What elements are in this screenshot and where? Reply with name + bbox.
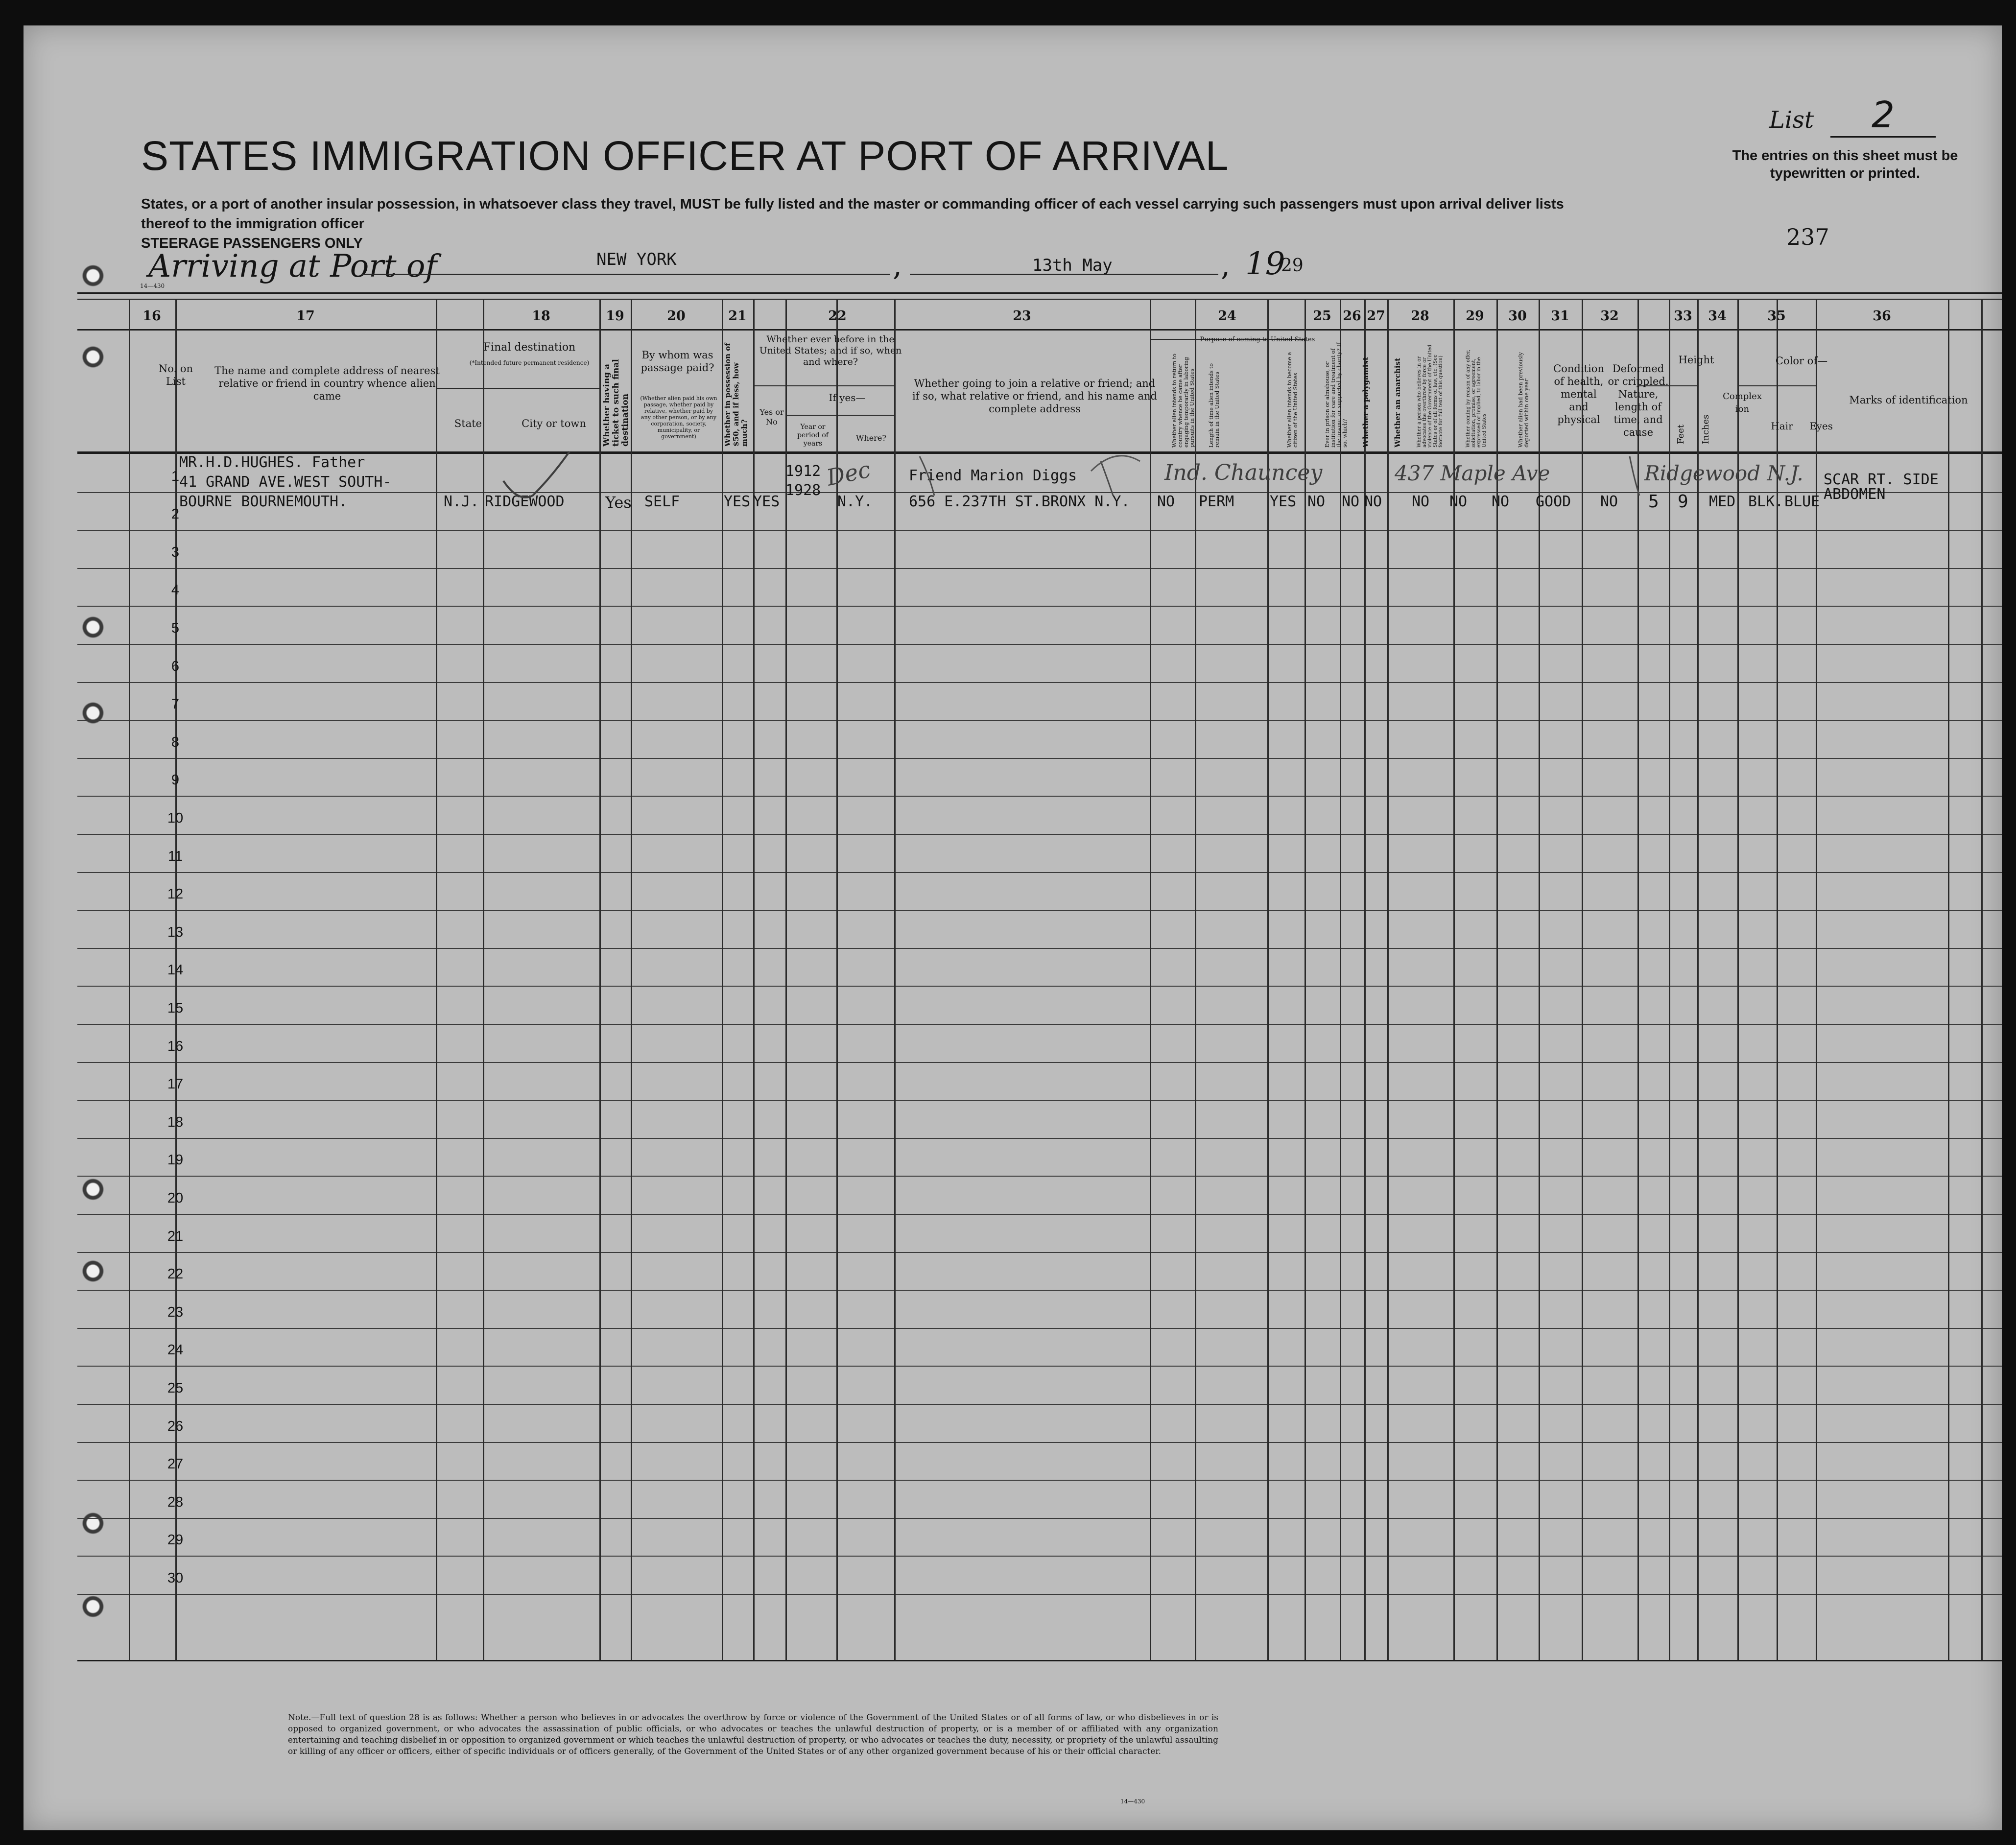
- form-number: 14—430: [1120, 1798, 1145, 1805]
- header-fifty-dollars: Whether in possession of $50, and if less, how much?: [723, 343, 749, 447]
- relative-line: MR.H.D.HUGHES. Father: [179, 454, 365, 471]
- header-feet: Feet: [1676, 424, 1686, 444]
- header-anarchist: Whether an anarchist: [1393, 357, 1402, 448]
- column-number: 23: [1013, 308, 1031, 324]
- state-value: N.J.: [444, 493, 479, 510]
- row-number: 15: [167, 1000, 184, 1016]
- row-rule: [77, 1290, 2002, 1291]
- header-complexion: Complexion: [1723, 391, 1762, 414]
- port-value: NEW YORK: [596, 250, 677, 269]
- row-number: 2: [171, 506, 180, 522]
- row-rule: [77, 834, 2002, 835]
- row-number: 26: [167, 1419, 184, 1434]
- header-if-yes: If yes—: [829, 392, 866, 403]
- row-number: 16: [167, 1039, 184, 1054]
- header-deported: Whether alien had been previously deported within one year: [1518, 352, 1530, 448]
- row-rule: [77, 1176, 2002, 1177]
- header-hair: Hair: [1771, 420, 1793, 432]
- column-number: 33: [1674, 308, 1692, 324]
- form-number: 14—430: [140, 283, 165, 289]
- feet-value: 5: [1648, 492, 1659, 512]
- where-value: N.Y.: [837, 493, 873, 510]
- row-rule: [77, 910, 2002, 911]
- binding-hole: [77, 1175, 106, 1204]
- header-labor-offer: Whether coming by reason of any offer, solicitation, promise, or agreement, expressed or implied, to labor in the United States: [1466, 350, 1487, 448]
- row-rule: [77, 1138, 2002, 1139]
- column-number: 22: [828, 308, 847, 324]
- row-rule: [77, 1556, 2002, 1557]
- row-number: 4: [171, 582, 180, 598]
- row-number: 12: [167, 886, 184, 902]
- page-title: STATES IMMIGRATION OFFICER AT PORT OF ARRIVAL: [141, 133, 1229, 179]
- hair-value: BLK.: [1748, 493, 1784, 510]
- prison-value: NO: [1307, 493, 1326, 510]
- arriving-label: Arriving at Port of: [148, 248, 437, 284]
- length-value: PERM: [1199, 493, 1234, 510]
- header-return-intent: Whether alien intends to return to country whence he came after engaging temporarily in laboring pursuits in the United States: [1171, 354, 1195, 448]
- header-state: State: [454, 418, 482, 429]
- column-number: 27: [1367, 308, 1385, 324]
- header-passage-paid: By whom was passage paid?: [640, 349, 714, 374]
- row-number: 17: [167, 1076, 184, 1092]
- row-number: 5: [171, 620, 180, 636]
- header-purpose: Purpose of coming to United States: [1200, 336, 1315, 343]
- list-label: List: [1769, 106, 1814, 134]
- overthrow-value: NO: [1412, 493, 1430, 510]
- header-inches: Inches: [1701, 414, 1711, 444]
- marks-line: ABDOMEN: [1824, 486, 1886, 503]
- row-number: 6: [171, 659, 180, 674]
- header-relative: The name and complete address of nearest relative or friend in country whence alien came: [214, 365, 440, 402]
- relative-line: 41 GRAND AVE.WEST SOUTH-: [179, 473, 392, 491]
- row-rule: [77, 796, 2002, 797]
- fifty-value: YES: [724, 493, 751, 510]
- header-ticket: Whether having a ticket to such final destination: [602, 359, 630, 447]
- row-rule: [77, 1214, 2002, 1215]
- manifest-sheet: [24, 25, 2002, 1830]
- header-height: Height: [1678, 354, 1714, 366]
- row-rule: [77, 606, 2002, 607]
- header-overthrow: Whether a person who believes in or advocates the overthrow by force or violence of the Government of the United States or of all forms of law, etc. (See footnote for full text of this question): [1417, 344, 1444, 448]
- column-number: 19: [606, 308, 624, 324]
- column-number: 24: [1218, 308, 1236, 324]
- pen-stroke: [1101, 461, 1113, 496]
- row-rule: [77, 1100, 2002, 1101]
- binding-hole: [77, 1509, 106, 1538]
- offer-value: NO: [1449, 493, 1468, 510]
- return-value: NO: [1157, 493, 1175, 510]
- row-rule: [77, 1442, 2002, 1443]
- eyes-value: BLUE: [1784, 493, 1820, 510]
- subtitle-line: States, or a port of another insular possession, in whatsoever class they travel, MUST be fully listed and the master or commanding officer of each vessel carrying such passengers must upon arrival deliver lists thereof to the immigration officer: [141, 196, 1564, 232]
- row-number: 11: [167, 849, 183, 864]
- header-final-destination: Final destination: [483, 341, 576, 354]
- header-year: Year or period of years: [797, 423, 829, 448]
- row-number: 18: [167, 1114, 184, 1130]
- join-line: Friend Marion Diggs: [909, 467, 1077, 484]
- row-number: 27: [167, 1456, 184, 1472]
- sheet-number: 237: [1786, 224, 1829, 250]
- row-number: 29: [167, 1532, 184, 1548]
- column-number: 18: [532, 308, 550, 324]
- handwritten-note: Ind. Chauncey: [1164, 460, 1323, 485]
- marks-line: SCAR RT. SIDE: [1824, 471, 1939, 488]
- column-number: 31: [1551, 308, 1569, 324]
- citizen-value: YES: [1270, 493, 1297, 510]
- anarchist-value: NO: [1364, 493, 1382, 510]
- header-no-on-list: No. on List: [158, 363, 193, 387]
- header-polygamist: Whether a polygamist: [1361, 357, 1370, 448]
- subtitle-line: STEERAGE PASSENGERS ONLY: [141, 236, 363, 251]
- rule: [77, 1660, 2002, 1661]
- header-passage-paid-note: (Whether alien paid his own passage, whether paid by relative, whether paid by any other person, or by any corporation, society, municipality, or government): [640, 395, 717, 440]
- deformed-value: NO: [1600, 493, 1618, 510]
- header-where: Where?: [856, 433, 886, 443]
- row-number: 24: [167, 1342, 184, 1358]
- column-number: 32: [1600, 308, 1619, 324]
- column-number: 36: [1873, 308, 1891, 324]
- column-number: 17: [296, 308, 315, 324]
- row-number: 19: [167, 1152, 184, 1168]
- row-rule: [77, 986, 2002, 987]
- row-number: 22: [167, 1266, 184, 1282]
- row-rule: [77, 1594, 2002, 1595]
- row-number: 3: [171, 544, 180, 560]
- row-number: 21: [167, 1229, 184, 1244]
- header-eyes: Eyes: [1809, 420, 1833, 432]
- row-rule: [77, 720, 2002, 721]
- handwritten-note: Dec: [824, 456, 873, 491]
- pen-stroke: [920, 456, 934, 496]
- binding-hole: [77, 1592, 106, 1621]
- health-value: GOOD: [1536, 493, 1571, 510]
- header-marks: Marks of identification: [1849, 394, 1968, 406]
- deported-value: NO: [1492, 493, 1510, 510]
- row-rule: [77, 1404, 2002, 1405]
- pen-stroke: [1091, 456, 1140, 471]
- row-number: 10: [167, 810, 184, 826]
- years-value: 1912: [785, 463, 821, 480]
- pen-stroke: [1630, 456, 1639, 496]
- column-number: 25: [1313, 308, 1331, 324]
- handwritten-note: 437 Maple Ave: [1395, 461, 1550, 485]
- column-number: 26: [1343, 308, 1361, 324]
- row-rule: [77, 1480, 2002, 1481]
- passage-value: SELF: [644, 493, 680, 510]
- column-number: 34: [1708, 308, 1727, 324]
- row-rule: [77, 568, 2002, 569]
- row-number: 28: [167, 1494, 184, 1510]
- column-number: 16: [142, 308, 161, 324]
- column-number: 29: [1466, 308, 1484, 324]
- row-number: 14: [167, 962, 184, 978]
- header-color: Color of—: [1775, 355, 1828, 367]
- header-health: Condition of health, mental and physical: [1553, 363, 1604, 426]
- header-final-destination-note: (*Intended future permanent residence): [469, 359, 590, 366]
- handwritten-note: Ridgewood N.J.: [1644, 461, 1803, 485]
- row-rule: [77, 1062, 2002, 1063]
- header-before-in-us: Whether ever before in the United States; and if so, when and where?: [759, 334, 902, 367]
- column-number: 30: [1508, 308, 1527, 324]
- join-line: 656 E.237TH ST.BRONX N.Y.: [909, 493, 1130, 510]
- row-number: 20: [167, 1190, 184, 1206]
- column-number: 20: [667, 308, 686, 324]
- column-number: 21: [728, 308, 747, 324]
- complexion-value: MED: [1709, 493, 1736, 510]
- entries-note: The entries on this sheet must be typewritten or printed.: [1732, 148, 1958, 181]
- city-value: RIDGEWOOD: [485, 493, 565, 510]
- row-rule: [77, 682, 2002, 683]
- before-value: YES: [753, 493, 780, 510]
- handwritten-marks: [24, 25, 2002, 564]
- column-number: 35: [1767, 308, 1786, 324]
- inches-value: 9: [1678, 492, 1688, 512]
- ticket-value: Yes: [605, 493, 632, 512]
- row-number: 25: [167, 1380, 184, 1396]
- check-mark-icon: [503, 451, 569, 497]
- comma: ,: [1221, 248, 1231, 283]
- row-rule: [77, 1024, 2002, 1025]
- row-number: 7: [171, 696, 180, 712]
- comma: ,: [893, 248, 902, 283]
- header-prison: Ever in prison or almshouse, or institution for care and treatment of the insane, or supported by charity? If so, which?: [1324, 342, 1348, 448]
- header-length-of-stay: Length of time alien intends to remain in the United States: [1208, 363, 1220, 448]
- date-value: 13th May: [1032, 256, 1113, 275]
- list-number: 2: [1830, 94, 1936, 138]
- header-deformed: Deformed or crippled. Nature, length of time, and cause: [1608, 363, 1669, 438]
- relative-line: BOURNE BOURNEMOUTH.: [179, 493, 348, 510]
- footnote: Note.—Full text of question 28 is as follows: Whether a person who believes in or advocates the overthrow by force or violence of the Government of the United States or of all forms of law, or who disbelieves in or is opposed to organized government, or who advocates the assassination of public officials, or who advocates or teaches the unlawful destruction of property, or is a member of or affiliated with any organization entertaining and teaching disbelief in or opposition to organized government or which teaches the unlawful destruction of property, or who advocates or teaches the duty, necessity, or propriety of the unlawful assaulting or killing of any officer or officers, either of specific individuals or of officers generally, of the Government of the United States or of any other organized government because of his or their official character.: [288, 1713, 1218, 1756]
- header-yes-no: Yes or No: [759, 407, 784, 426]
- row-number: 13: [167, 924, 184, 940]
- polygamist-value: NO: [1342, 493, 1360, 510]
- binding-hole: [77, 699, 106, 727]
- row-number: 23: [167, 1304, 184, 1320]
- row-rule: [77, 1252, 2002, 1253]
- header-join-relative: Whether going to join a relative or friend; and if so, what relative or friend, and his name and complete address: [912, 378, 1157, 415]
- row-number: 8: [171, 734, 180, 750]
- years-value: 1928: [785, 482, 821, 499]
- row-rule: [77, 872, 2002, 873]
- header-city: City or town: [522, 418, 586, 429]
- row-rule: [77, 758, 2002, 759]
- year-prefix: 19: [1245, 246, 1285, 282]
- header-citizen-intent: Whether alien intends to become a citizen of the United States: [1286, 352, 1299, 448]
- binding-hole: [77, 1257, 106, 1285]
- column-number: 28: [1411, 308, 1429, 324]
- row-rule: [77, 1328, 2002, 1329]
- row-rule: [77, 948, 2002, 949]
- binding-hole: [77, 613, 106, 641]
- year-suffix: 29: [1281, 256, 1304, 276]
- row-number: 1: [171, 469, 180, 484]
- row-number: 9: [171, 772, 180, 788]
- row-rule: [77, 1366, 2002, 1367]
- row-rule: [77, 644, 2002, 645]
- row-number: 30: [167, 1570, 184, 1586]
- row-rule: [77, 1518, 2002, 1519]
